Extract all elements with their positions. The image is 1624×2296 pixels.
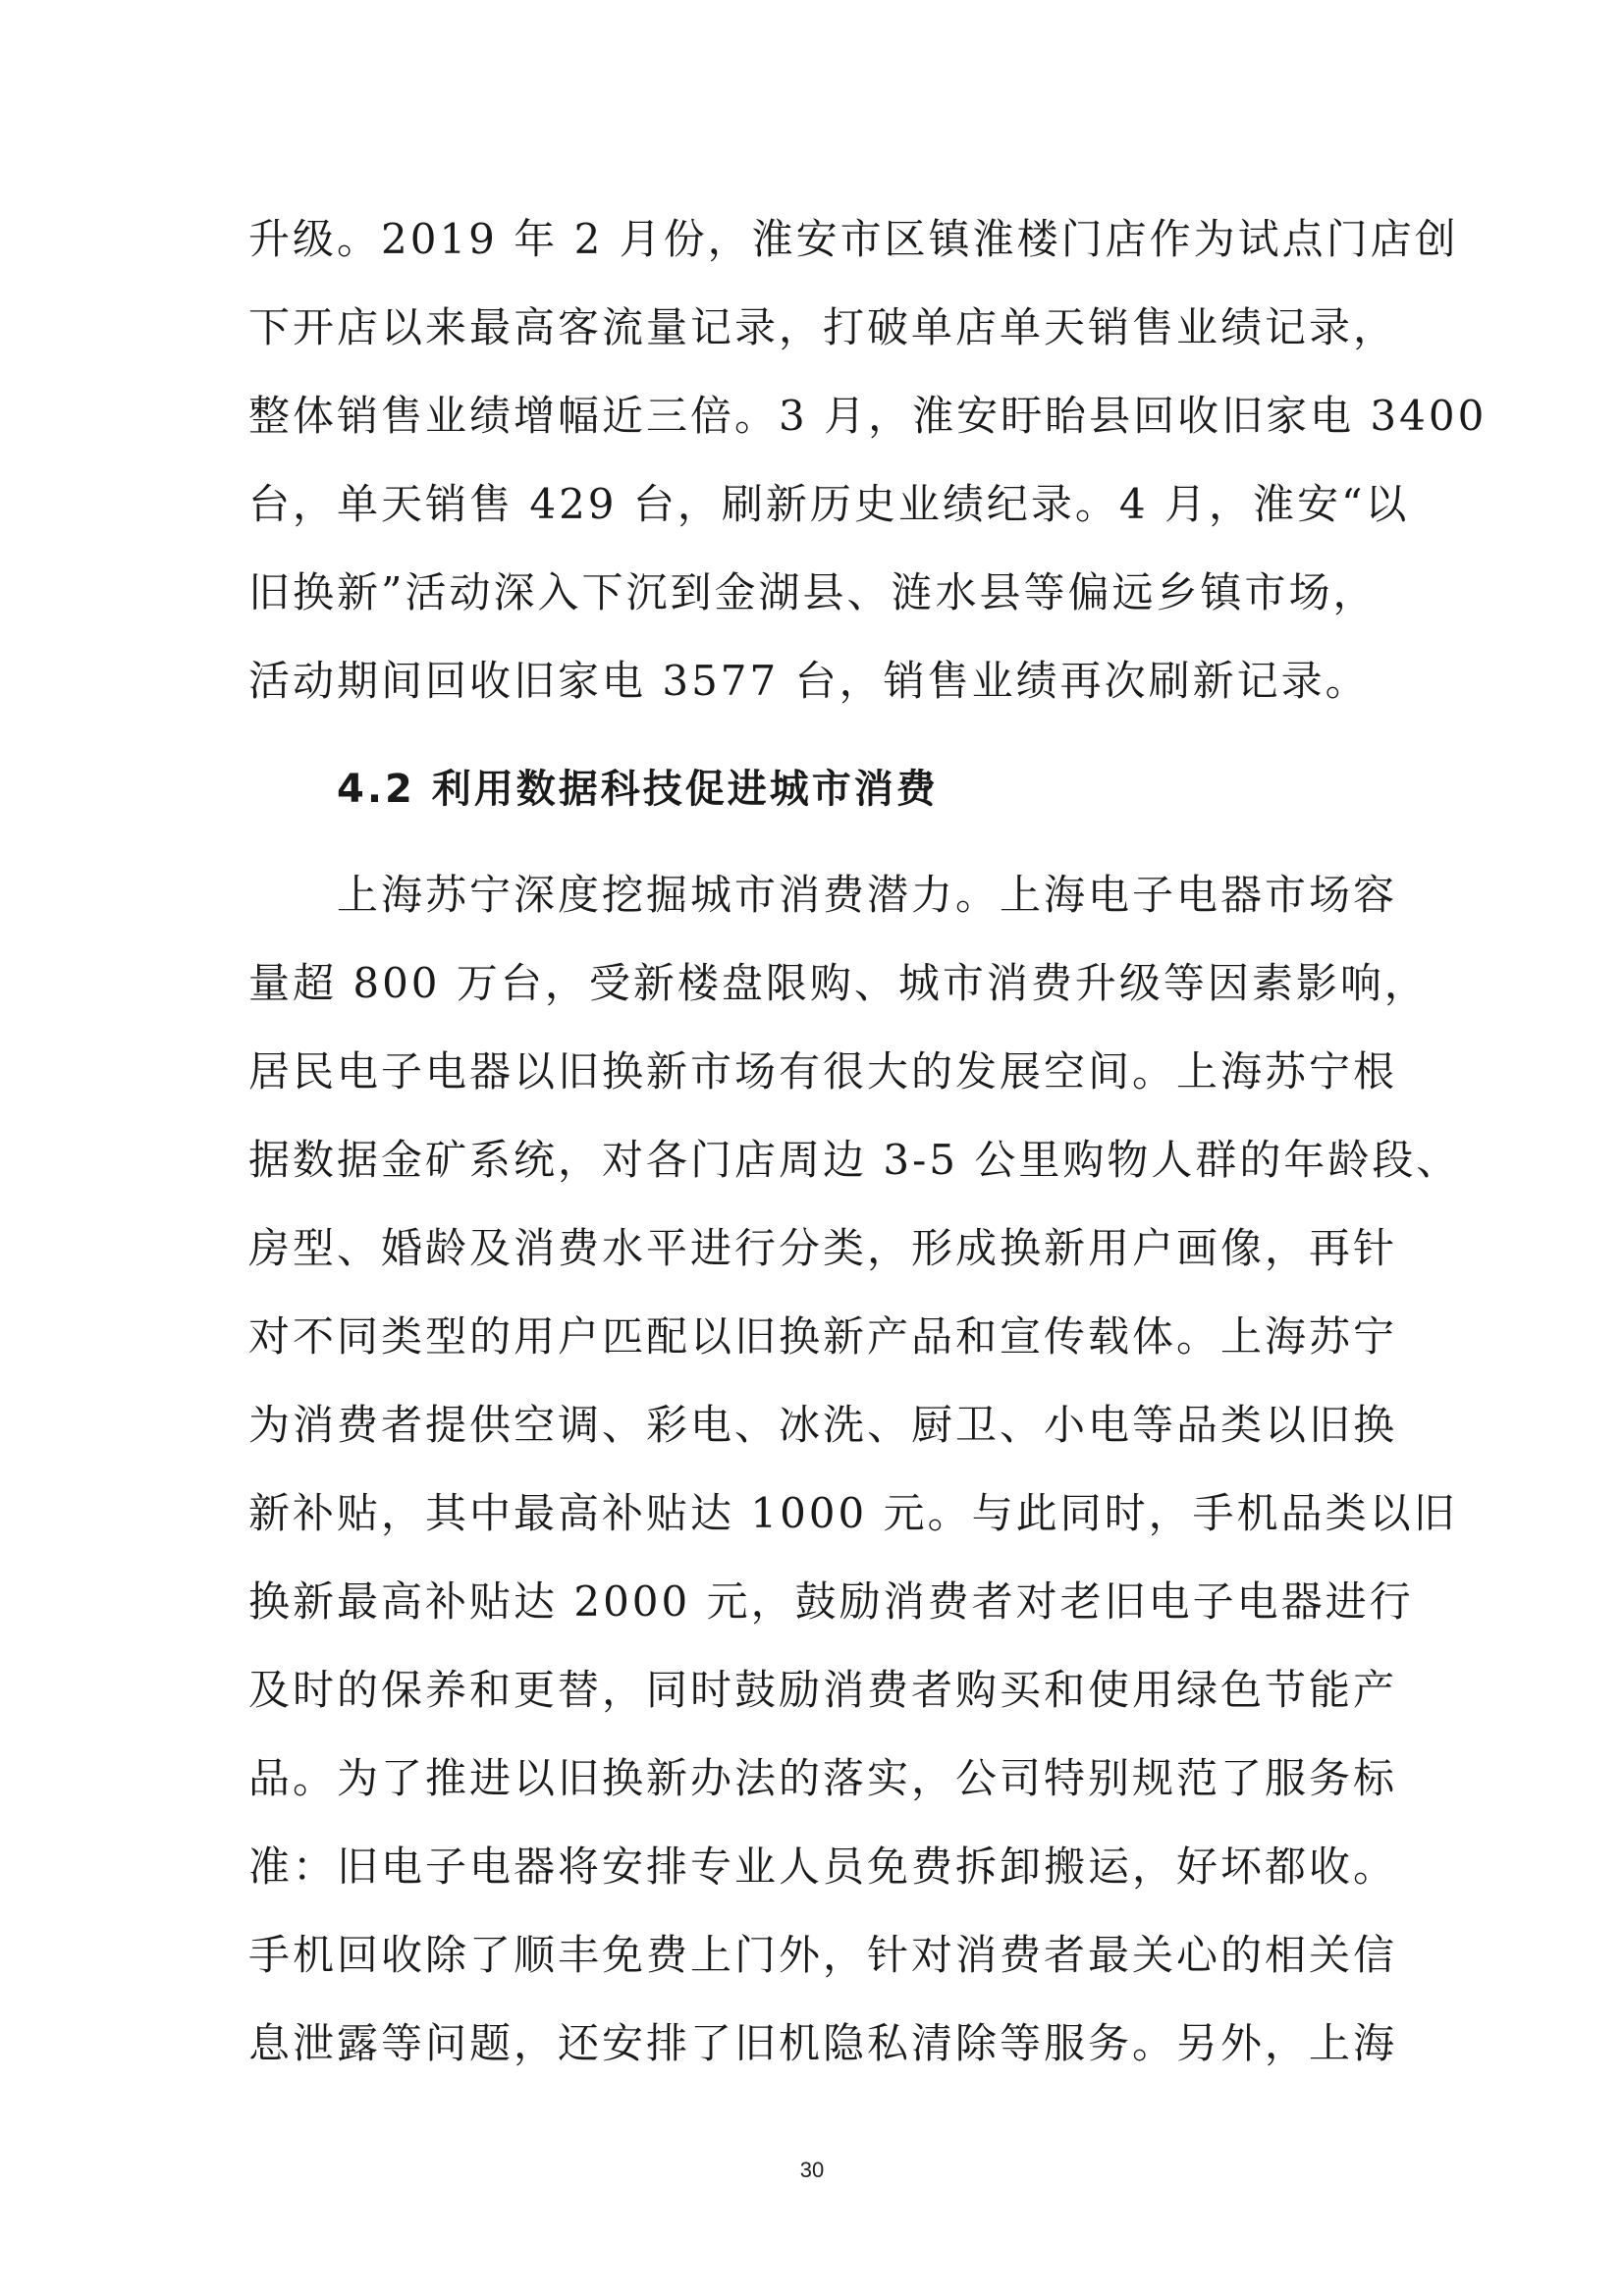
paragraph-line: 据数据金矿系统，对各门店周边 3-5 公里购物人群的年龄段、 xyxy=(248,1136,1461,1184)
paragraph-line: 整体销售业绩增幅近三倍。3 月，淮安盱眙县回收旧家电 3400 xyxy=(248,392,1488,440)
paragraph-line: 旧换新”活动深入下沉到金湖县、涟水县等偏远乡镇市场， xyxy=(248,568,1378,616)
paragraph-line: 息泄露等问题，还安排了旧机隐私清除等服务。另外，上海 xyxy=(248,2019,1398,2067)
paragraph-line: 新补贴，其中最高补贴达 1000 元。与此同时，手机品类以旧 xyxy=(248,1489,1458,1537)
paragraph-line: 手机回收除了顺丰免费上门外，针对消费者最关心的相关信 xyxy=(248,1931,1398,1979)
paragraph-line: 品。为了推进以旧换新办法的落实，公司特别规范了服务标 xyxy=(248,1754,1398,1802)
page-number: 30 xyxy=(799,2158,825,2182)
paragraph-line: 下开店以来最高客流量记录，打破单店单天销售业绩记录， xyxy=(248,303,1398,351)
paragraph-line: 居民电子电器以旧换新市场有很大的发展空间。上海苏宁根 xyxy=(248,1047,1398,1095)
paragraph-line: 对不同类型的用户匹配以旧换新产品和宣传载体。上海苏宁 xyxy=(248,1312,1398,1361)
paragraph-line: 房型、婚龄及消费水平进行分类，形成换新用户画像，再针 xyxy=(248,1224,1398,1272)
paragraph-line: 量超 800 万台，受新楼盘限购、城市消费升级等因素影响， xyxy=(248,959,1429,1007)
paragraph-line: 及时的保养和更替，同时鼓励消费者购买和使用绿色节能产 xyxy=(248,1666,1398,1714)
paragraph-line: 上海苏宁深度挖掘城市消费潜力。上海电子电器市场容 xyxy=(337,871,1398,919)
paragraph-line: 升级。2019 年 2 月份，淮安市区镇淮楼门店作为试点门店创 xyxy=(248,215,1459,263)
paragraph-line: 活动期间回收旧家电 3577 台，销售业绩再次刷新记录。 xyxy=(248,657,1370,705)
paragraph-line: 准：旧电子电器将安排专业人员免费拆卸搬运，好坏都收。 xyxy=(248,1842,1398,1891)
paragraph-line: 台，单天销售 429 台，刷新历史业绩纪录。4 月，淮安“以 xyxy=(248,480,1410,528)
paragraph-line: 为消费者提供空调、彩电、冰洗、厨卫、小电等品类以旧换 xyxy=(248,1401,1398,1449)
paragraph-line: 换新最高补贴达 2000 元，鼓励消费者对老旧电子电器进行 xyxy=(248,1577,1414,1626)
section-heading: 4.2 利用数据科技促进城市消费 xyxy=(337,767,939,812)
